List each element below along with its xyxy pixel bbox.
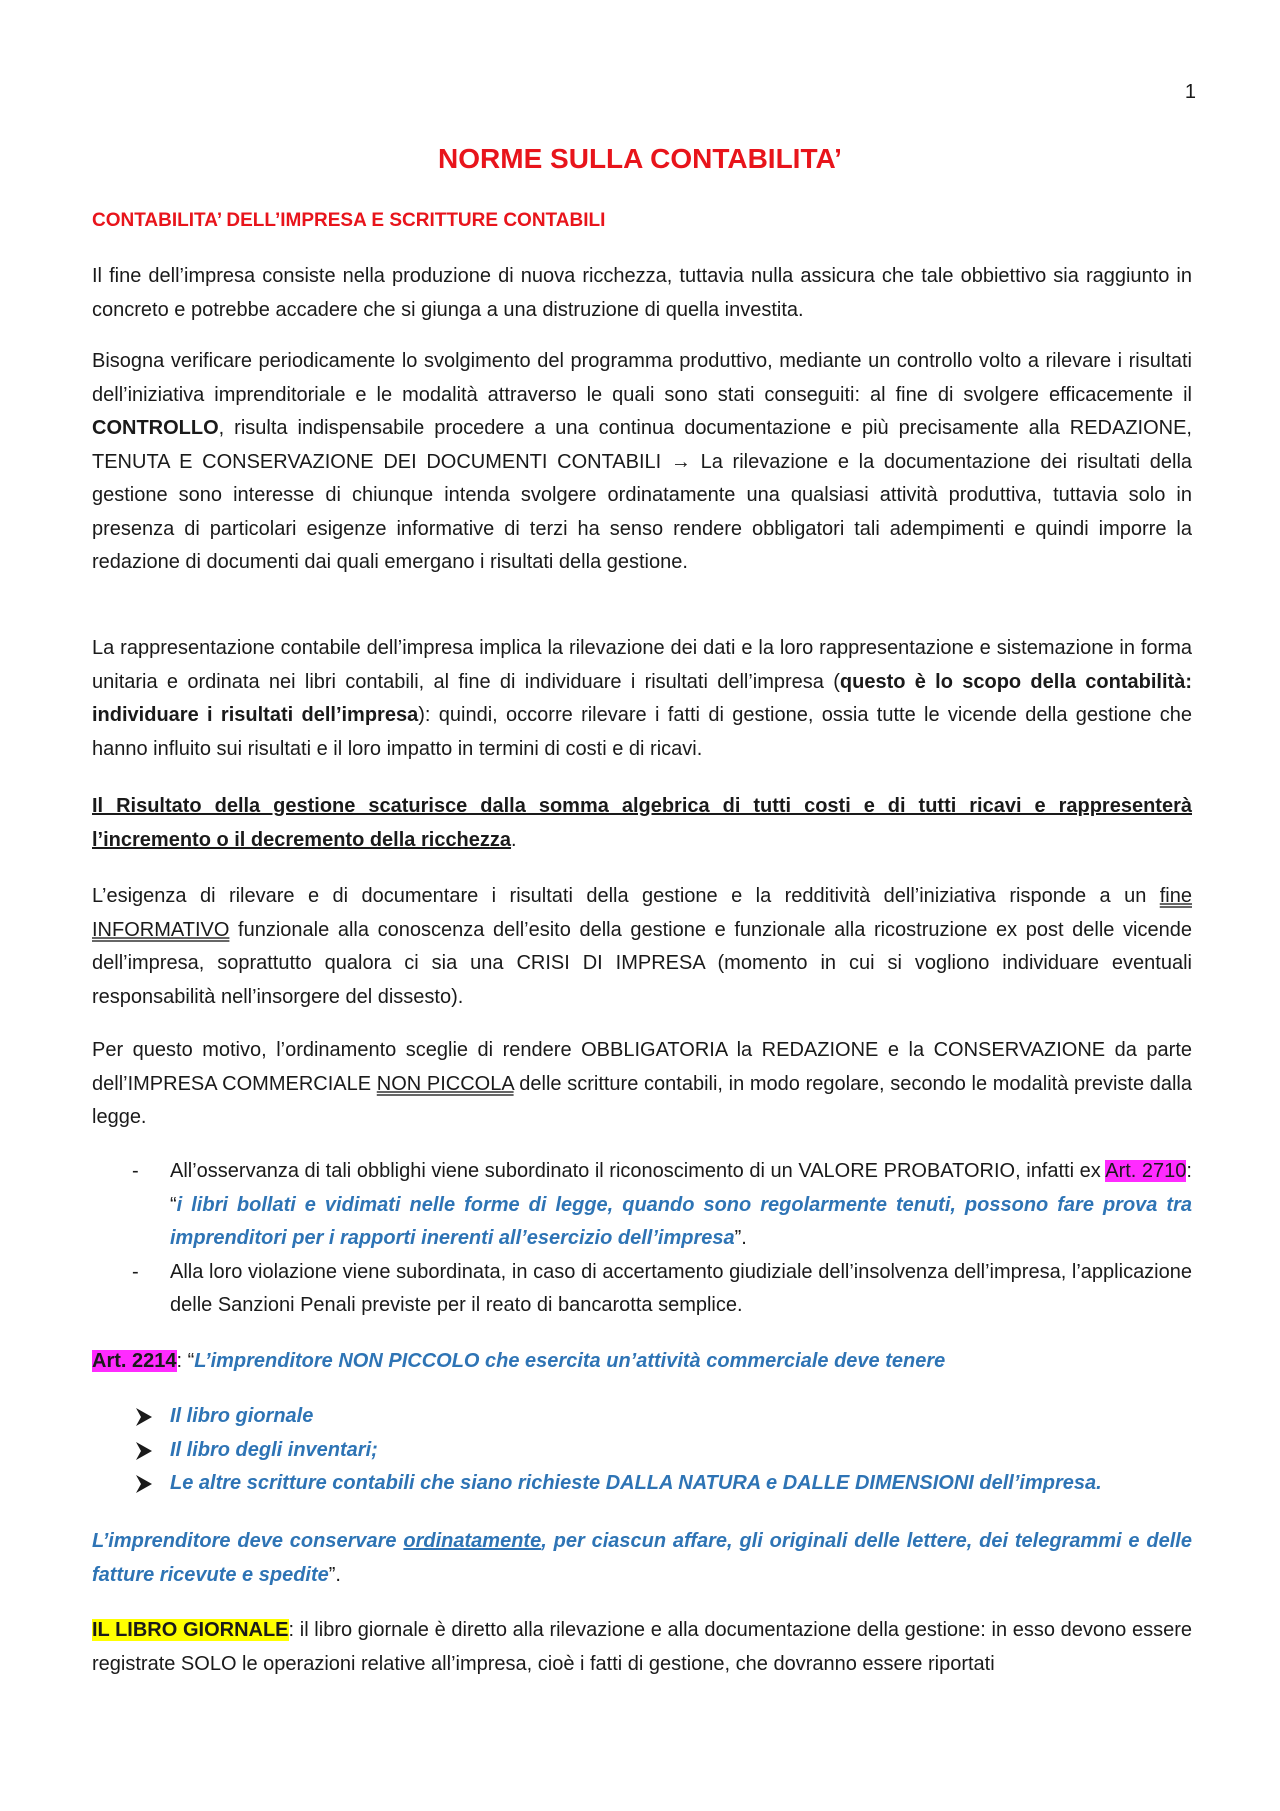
p5-text-a: L’esigenza di rilevare e di documentare i risultati della gestione e la redditività dell’iniziativa risponde a un [92, 885, 1160, 907]
p5-text-b: funzionale alla conoscenza dell’esito della gestione e funzionale alla ricostruzione ex post delle vicende dell’impresa, soprattutto qualora ci sia una CRISI DI IMPRESA (momento in cui si vogliono individuare eventuali responsabilità nell’insorgere del dissesto). [92, 918, 1192, 1008]
dash-list [92, 1155, 1192, 1323]
article-2214-quote: L’imprenditore NON PICCOLO che esercita un’attività commerciale deve tenere [194, 1350, 946, 1372]
item-text: Le altre scritture contabili che siano richieste DALLA NATURA e DALLE DIMENSIONI dell’impresa. [170, 1472, 1102, 1494]
page-number: 1 [1184, 81, 1196, 103]
libro-giornale-label: IL LIBRO GIORNALE [92, 1619, 289, 1641]
paragraph-text: Il fine dell’impresa consiste nella produzione di nuova ricchezza, tuttavia nulla assicura che tale obbiettivo sia raggiunto in concreto e potrebbe accadere che si giunga a una distruzione di quella investita. [92, 265, 1192, 321]
paragraph-7 [92, 1525, 1192, 1592]
paragraph-6 [92, 1034, 1192, 1135]
p6-text-a: Per questo motivo, l’ordinamento sceglie di rendere OBBLIGATORIA la REDAZIONE e la CONSERVAZIONE da parte dell’IMPRESA COMMERCIALE [92, 1039, 1192, 1095]
item-text: Alla loro violazione viene subordinata, in caso di accertamento giudiziale dell’insolvenza dell’impresa, l’applicazione delle Sanzioni Penali previste per il reato di bancarotta semplice. [170, 1260, 1192, 1316]
item-text: All’osservanza di tali obblighi viene subordinato il riconoscimento di un VALORE PROBATORIO, infatti ex [170, 1160, 1106, 1182]
list-item [92, 1155, 1192, 1256]
p2-text-a: Bisogna verificare periodicamente lo svolgimento del programma produttivo, mediante un controllo volto a rilevare i risultati dell’iniziativa imprenditoriale e le modalità attraverso le quali sono stati conseguiti: al fine di svolgere efficacemente il [92, 350, 1192, 406]
p3-text-b: ): quindi, occorre rilevare i fatti di gestione, ossia tutte le vicende della gestione che hanno influito sui risultati e il loro impatto in termini di costi e di ricavi. [92, 704, 1192, 760]
p7-ordinatamente: ordinatamente [403, 1530, 542, 1552]
article-2710-quote: i libri bollati e vidimati nelle forme di legge, quando sono regolarmente tenuti, possono fare prova tra imprenditori per i rapporti inerenti all’esercizio dell’impresa [170, 1193, 1192, 1249]
p3-bold: questo è lo scopo della contabilità: individuare i risultati dell’impresa [92, 670, 1192, 726]
arrow-right-icon: → [670, 450, 691, 473]
p5-fine-informativo: fine INFORMATIVO [92, 885, 1192, 941]
p6-non-piccola: NON PICCOLA [376, 1072, 514, 1095]
list-item [92, 1256, 1192, 1323]
quote-open: : “ [176, 1350, 195, 1372]
dash-marker: - [132, 1260, 139, 1283]
paragraph-8 [92, 1614, 1192, 1681]
p4-end: . [511, 828, 517, 851]
p2-controllo: CONTROLLO [92, 417, 219, 439]
item-text: Il libro degli inventari; [170, 1438, 378, 1461]
arrowhead-bullet-icon [134, 1474, 154, 1494]
article-2214 [92, 1345, 1192, 1379]
dash-marker: - [132, 1160, 139, 1182]
paragraph-2 [92, 345, 1192, 580]
list-item [92, 1400, 1192, 1434]
section-heading: CONTABILITA’ DELL’IMPRESA E SCRITTURE CONTABILI [92, 210, 606, 231]
p7-text-a: L’imprenditore deve conservare [92, 1530, 404, 1552]
paragraph-4 [92, 790, 1192, 857]
list-item [92, 1467, 1192, 1501]
p8-text: : il libro giornale è diretto alla rilevazione e alla documentazione della gestione: in esso devono essere registrate SOLO le operazioni relative all’impresa, cioè i fatti di gestione, che dovranno essere riportati [92, 1619, 1192, 1675]
p7-text-b: , per ciascun affare, gli originali delle lettere, dei telegrammi e delle fatture ricevute e spedite [92, 1530, 1192, 1586]
page-title: NORME SULLA CONTABILITA’ [438, 143, 842, 174]
arrowhead-bullet-icon [134, 1441, 154, 1461]
paragraph-1 [92, 260, 1192, 327]
p4-key-statement: Il Risultato della gestione scaturisce dalla somma algebrica di tutti costi e di tutti ricavi e rappresenterà l’incremento o il decremento della ricchezza [92, 795, 1192, 851]
quote-open: : “ [170, 1160, 1192, 1216]
quote-close: ”. [734, 1227, 747, 1249]
p2-text-c: La rilevazione e la documentazione dei risultati della gestione sono interesse di chiunque intenda svolgere ordinatamente una qualsiasi attività produttiva, tuttavia solo in presenza di particolari esigenze informative di terzi ha senso rendere obbligatori tali adempimenti e quindi imporre la redazione di documenti dai quali emergano i risultati della gestione. [92, 450, 1193, 573]
item-text: Il libro giornale [170, 1405, 314, 1427]
list-item [92, 1434, 1192, 1468]
paragraph-3 [92, 632, 1192, 766]
article-2710-ref: Art. 2710 [1105, 1160, 1187, 1182]
p2-text-b: , risulta indispensabile procedere a una continua documentazione e più precisamente alla REDAZIONE, TENUTA E CONSERVAZIONE DEI DOCUMENTI CONTABILI [92, 417, 1192, 473]
arrowhead-bullet-icon [134, 1407, 154, 1427]
article-2214-ref: Art. 2214 [92, 1350, 177, 1372]
p7-text-c: ”. [328, 1563, 341, 1586]
p6-text-b: delle scritture contabili, in modo regolare, secondo le modalità previste dalla legge. [92, 1072, 1192, 1128]
arrow-list [92, 1400, 1192, 1501]
p3-text-a: La rappresentazione contabile dell’impresa implica la rilevazione dei dati e la loro rappresentazione e sistemazione in forma unitaria e ordinata nei libri contabili, al fine di individuare i risultati dell’impresa ( [92, 637, 1192, 693]
paragraph-5 [92, 880, 1192, 1014]
